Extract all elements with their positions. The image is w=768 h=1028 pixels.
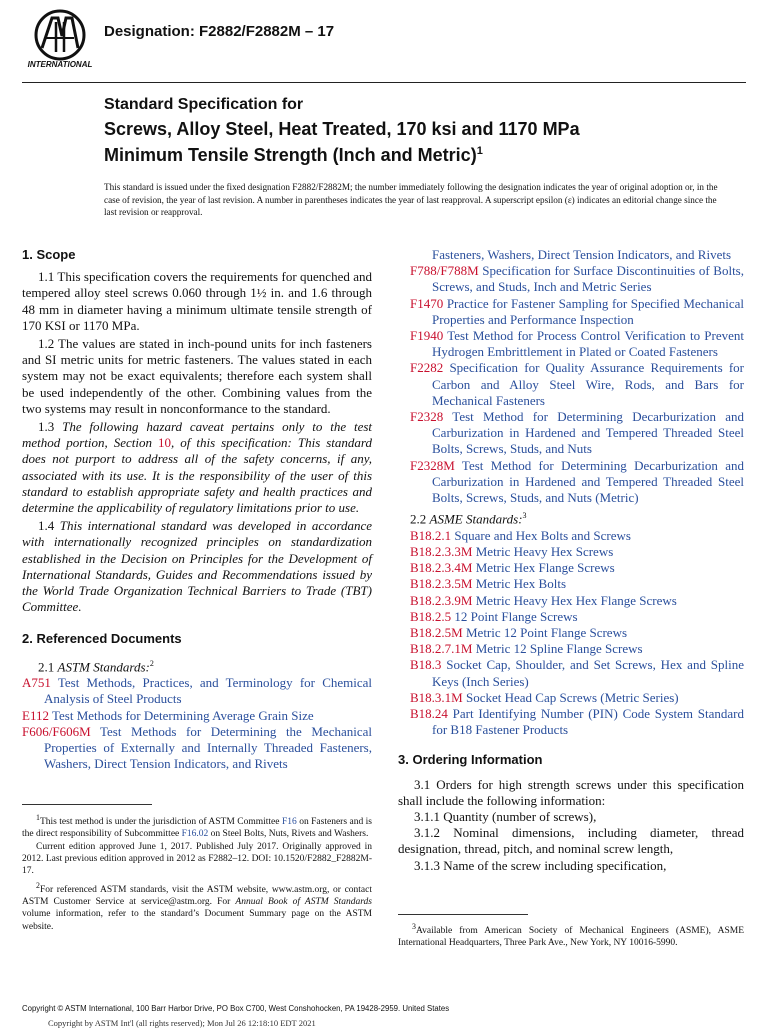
ref-f606-title-cont[interactable]: Fasteners, Washers, Direct Tension Indicators, and Rivets bbox=[432, 247, 732, 262]
footnote-2-text-a: For referenced ASTM standards, visit the ASTM website, www.astm.org, or contact ASTM Customer Service at service@astm.org. For bbox=[22, 884, 372, 908]
ref-a751-code[interactable]: A751 bbox=[22, 675, 51, 691]
ref-f1940 bbox=[410, 328, 744, 360]
ordering-3-1-3: 3.1.3 Name of the screw including specification, bbox=[414, 857, 667, 873]
title-block bbox=[104, 118, 580, 166]
ref-f1470-title[interactable]: Practice for Fastener Sampling for Specified Mechanical Properties and Performance Inspection bbox=[432, 295, 745, 327]
ref-b18-2-3-4m-title[interactable]: Metric Hex Flange Screws bbox=[475, 560, 615, 576]
ref-b18-2-3-5m-title[interactable]: Metric Hex Bolts bbox=[475, 576, 566, 592]
astm-label-text: ASTM Standards: bbox=[57, 659, 150, 674]
ref-b18-3-1m-code[interactable]: B18.3.1M bbox=[410, 689, 463, 705]
scope-1-3-text-b: , of this specification: This standard does not purport to address all of the safety concerns, if any, associated with its use. It is the responsibility of the user of this standard to establish appropriate safety and health practices and determine the applicability of regulatory limitations prior to use. bbox=[22, 435, 372, 516]
ref-f1470 bbox=[410, 296, 744, 328]
ref-b18-2-3-9m bbox=[410, 593, 744, 609]
ref-f1940-title[interactable]: Test Method for Process Control Verification to Prevent Hydrogen Embrittlement in Plated or Coated Fasteners bbox=[432, 328, 745, 360]
footnote-2-mark: 2 bbox=[36, 880, 40, 890]
ref-b18-2-1-code[interactable]: B18.2.1 bbox=[410, 527, 452, 543]
ref-f2328-title[interactable]: Test Method for Determining Decarburization and Carburization in Hardened and Tempered Threaded Steel Bolts, Screws, Studs, and Nuts bbox=[432, 409, 745, 457]
asme-footnote-mark: 3 bbox=[522, 511, 527, 521]
ref-f2282 bbox=[410, 360, 744, 409]
ref-b18-2-3-5m-code[interactable]: B18.2.3.5M bbox=[410, 576, 473, 592]
scope-1-3-text-a: The following hazard caveat pertains only to the test method portion, Section bbox=[22, 419, 373, 451]
ref-f2328-code[interactable]: F2328 bbox=[410, 409, 444, 425]
title-line-1: Standard Specification for bbox=[104, 96, 304, 113]
ref-b18-2-1-title[interactable]: Square and Hex Bolts and Screws bbox=[454, 527, 631, 543]
asme-label-text: ASME Standards: bbox=[429, 511, 523, 527]
ordering-3-1: 3.1 Orders for high strength screws under this specification shall include the following information: bbox=[398, 776, 744, 808]
title-line-3 bbox=[104, 140, 580, 166]
ref-b18-2-5m-code[interactable]: B18.2.5M bbox=[410, 625, 463, 640]
ordering-body bbox=[398, 777, 744, 874]
ref-f1940-code[interactable]: F1940 bbox=[410, 328, 444, 344]
ref-b18-2-5-title[interactable]: 12 Point Flange Screws bbox=[454, 608, 578, 624]
footnote-rule-right bbox=[398, 914, 528, 915]
ref-b18-3-1m-title[interactable]: Socket Head Cap Screws (Metric Series) bbox=[465, 689, 679, 705]
title-line-3-text: Minimum Tensile Strength (Inch and Metric) bbox=[104, 145, 477, 165]
ref-b18-3-1m bbox=[410, 690, 744, 706]
ref-b18-2-5m-title[interactable]: Metric 12 Point Flange Screws bbox=[465, 625, 628, 640]
ref-f606-title[interactable]: Test Methods for Determining the Mechanical Properties of Externally and Internally Threaded Fasteners, Washers, Direct Tension Indicators, and Rivets bbox=[44, 723, 372, 772]
footnote-1-edition: Current edition approved June 1, 2017. Published July 2017. Originally approved in 2012. Last previous edition approved in 2012 as F2882–12. DOI: 10.1520/F2882_F2882M-17. bbox=[22, 841, 372, 877]
ref-f1470-code[interactable]: F1470 bbox=[410, 295, 444, 311]
ordering-3-1-1: 3.1.1 Quantity (number of screws), bbox=[414, 809, 597, 825]
right-column bbox=[398, 247, 745, 874]
ref-f2328m bbox=[410, 458, 744, 507]
refdocs-heading: 2. Referenced Documents bbox=[22, 631, 182, 647]
scope-1-3 bbox=[22, 419, 372, 516]
ref-e112-title[interactable]: Test Methods for Determining Average Grain Size bbox=[51, 707, 314, 723]
footnote-1-text-b: on Fasteners and is the direct responsibility of Subcommittee bbox=[22, 817, 372, 840]
scope-1-2: 1.2 The values are stated in inch-pound units for inch fasteners and SI metric units for metric fasteners. The values stated in each system may not be exact equivalents; therefore each system shall be used independently of the other. Combining values from the two systems may result in nonconformance to the standard. bbox=[22, 336, 372, 416]
logo-international-text: INTERNATIONAL bbox=[27, 60, 93, 69]
ref-b18-24 bbox=[410, 706, 744, 738]
header-rule bbox=[22, 82, 746, 83]
ref-b18-2-3-4m bbox=[410, 560, 744, 576]
scope-1-4-text: This international standard was developed in accordance with internationally recognized principles on standardization established in the Decision on Principles for the Development of International Standards, Guides and Recommendations issued by the World Trade Organization Technical Barriers to Trade (TBT) Committee. bbox=[22, 518, 373, 615]
ref-b18-2-3-9m-code[interactable]: B18.2.3.9M bbox=[410, 592, 473, 608]
ref-f788-code[interactable]: F788/F788M bbox=[410, 263, 479, 279]
section-10-link[interactable]: 10 bbox=[158, 435, 172, 451]
ref-b18-2-5-code[interactable]: B18.2.5 bbox=[410, 608, 452, 624]
scope-1-4 bbox=[22, 518, 372, 615]
footnote-2 bbox=[22, 880, 372, 933]
footnote-1-text-a: This test method is under the jurisdiction of ASTM Committee bbox=[39, 817, 282, 828]
scope-1-3-number: 1.3 bbox=[38, 419, 63, 435]
astm-standards-label bbox=[22, 656, 372, 676]
ref-b18-3-title[interactable]: Socket Cap, Shoulder, and Set Screws, Hex and Spline Keys (Inch Series) bbox=[432, 657, 745, 689]
ref-f606-code[interactable]: F606/F606M bbox=[22, 723, 91, 739]
footnote-3-mark: 3 bbox=[412, 922, 416, 931]
footnote-3 bbox=[398, 921, 744, 950]
scope-1-1: 1.1 This specification covers the requirements for quenched and tempered alloy steel screws 0.060 through 1½ in. and 1.6 through 48 mm in diameter having a minimum ultimate tensile strength of 170 KSI or 1170 MPa. bbox=[22, 269, 372, 333]
ref-b18-2-7-1m-code[interactable]: B18.2.7.1M bbox=[410, 641, 473, 657]
ordering-3-1-2: 3.1.2 Nominal dimensions, including diameter, thread designation, thread, pitch, and nominal screw length, bbox=[398, 825, 744, 857]
ref-b18-2-3-3m-code[interactable]: B18.2.3.3M bbox=[410, 543, 473, 559]
download-footer: Copyright by ASTM Int'l (all rights reserved); Mon Jul 26 12:18:10 EDT 2021 bbox=[48, 1018, 316, 1028]
ref-b18-2-3-9m-title[interactable]: Metric Heavy Hex Hex Flange Screws bbox=[475, 592, 677, 608]
ref-b18-2-3-3m-title[interactable]: Metric Heavy Hex Screws bbox=[475, 543, 614, 559]
ref-b18-3-code[interactable]: B18.3 bbox=[410, 657, 442, 673]
designation: Designation: F2882/F2882M – 17 bbox=[104, 23, 335, 40]
standard-notice: This standard is issued under the fixed designation F2882/F2882M; the number immediately following the designation indicates the year of original adoption or, in the case of revision, the year of last revision. A number in parentheses indicates the year of last reapproval. A superscript epsilon (ε) indicates an editorial change since the last revision or reapproval. bbox=[104, 182, 718, 217]
copyright-line: Copyright © ASTM International, 100 Barr Harbor Drive, PO Box C700, West Conshohocken, PA 19428-2959. United States bbox=[22, 1004, 450, 1013]
ref-f788-title[interactable]: Specification for Surface Discontinuities of Bolts, Screws, and Studs, Inch and Metric Series bbox=[432, 263, 744, 295]
ref-f2328m-code[interactable]: F2328M bbox=[410, 457, 455, 473]
ref-f2328m-title[interactable]: Test Method for Determining Decarburization and Carburization in Hardened and Tempered Threaded Steel Bolts, Screws, Studs, and Nuts (Metric) bbox=[432, 457, 744, 506]
astm-footnote-mark: 2 bbox=[149, 658, 154, 668]
ordering-heading: 3. Ordering Information bbox=[398, 752, 543, 768]
footnote-2-text-b: volume information, refer to the standard’s Document Summary page on the ASTM website. bbox=[22, 909, 372, 932]
ref-b18-24-title[interactable]: Part Identifying Number (PIN) Code System Standard for B18 Fastener Products bbox=[432, 706, 745, 738]
astm-logo bbox=[22, 8, 98, 72]
ref-b18-2-5m bbox=[410, 625, 744, 641]
ref-f2282-code[interactable]: F2282 bbox=[410, 360, 444, 376]
ref-e112 bbox=[22, 708, 372, 724]
title-line-2: Screws, Alloy Steel, Heat Treated, 170 ksi and 1170 MPa bbox=[104, 119, 580, 139]
ref-b18-24-code[interactable]: B18.24 bbox=[410, 706, 448, 722]
ref-f606-continued bbox=[410, 247, 744, 263]
ref-f2328 bbox=[410, 409, 744, 458]
footnote-1 bbox=[22, 812, 372, 841]
left-column bbox=[22, 247, 372, 772]
ref-b18-2-7-1m-title[interactable]: Metric 12 Spline Flange Screws bbox=[475, 641, 643, 657]
ref-e112-code[interactable]: E112 bbox=[22, 707, 49, 723]
ref-a751-title[interactable]: Test Methods, Practices, and Terminology for Chemical Analysis of Steel Products bbox=[44, 675, 373, 707]
footnote-2-annual-book: Annual Book of ASTM Standards bbox=[235, 897, 372, 908]
footnote-rule-left bbox=[22, 804, 152, 805]
ref-f788 bbox=[410, 263, 744, 295]
ref-a751 bbox=[22, 675, 372, 707]
asme-label-number: 2.2 bbox=[410, 511, 430, 527]
footnote-1-text-c: on Steel Bolts, Nuts, Rivets and Washers. bbox=[208, 829, 369, 840]
ref-b18-3 bbox=[410, 657, 744, 689]
ref-b18-2-3-5m bbox=[410, 576, 744, 592]
ref-f606 bbox=[22, 724, 372, 773]
ref-f2282-title[interactable]: Specification for Quality Assurance Requirements for Carbon and Alloy Steel Wire, Rods, and Bars for Mechanical Fasteners bbox=[432, 360, 745, 408]
subcommittee-f16-02-link[interactable]: F16.02 bbox=[181, 829, 209, 840]
committee-f16-link[interactable]: F16 bbox=[281, 817, 297, 828]
asme-standards-label bbox=[410, 508, 744, 528]
footnote-1-mark: 1 bbox=[36, 813, 40, 822]
ref-b18-2-1 bbox=[410, 528, 744, 544]
footnote-3-text: Available from American Society of Mechanical Engineers (ASME), ASME International Headquarters, Three Park Ave., New York, NY 10016-5990. bbox=[398, 926, 744, 949]
ref-b18-2-5 bbox=[410, 609, 744, 625]
ref-b18-2-7-1m bbox=[410, 641, 744, 657]
scope-1-4-number: 1.4 bbox=[38, 518, 60, 534]
ref-b18-2-3-4m-code[interactable]: B18.2.3.4M bbox=[410, 560, 473, 576]
ref-b18-2-3-3m bbox=[410, 544, 744, 560]
astm-label-number: 2.1 bbox=[38, 659, 58, 674]
title-footnote-mark: 1 bbox=[476, 145, 483, 157]
footnotes-left bbox=[22, 812, 372, 933]
scope-heading: 1. Scope bbox=[22, 247, 76, 262]
